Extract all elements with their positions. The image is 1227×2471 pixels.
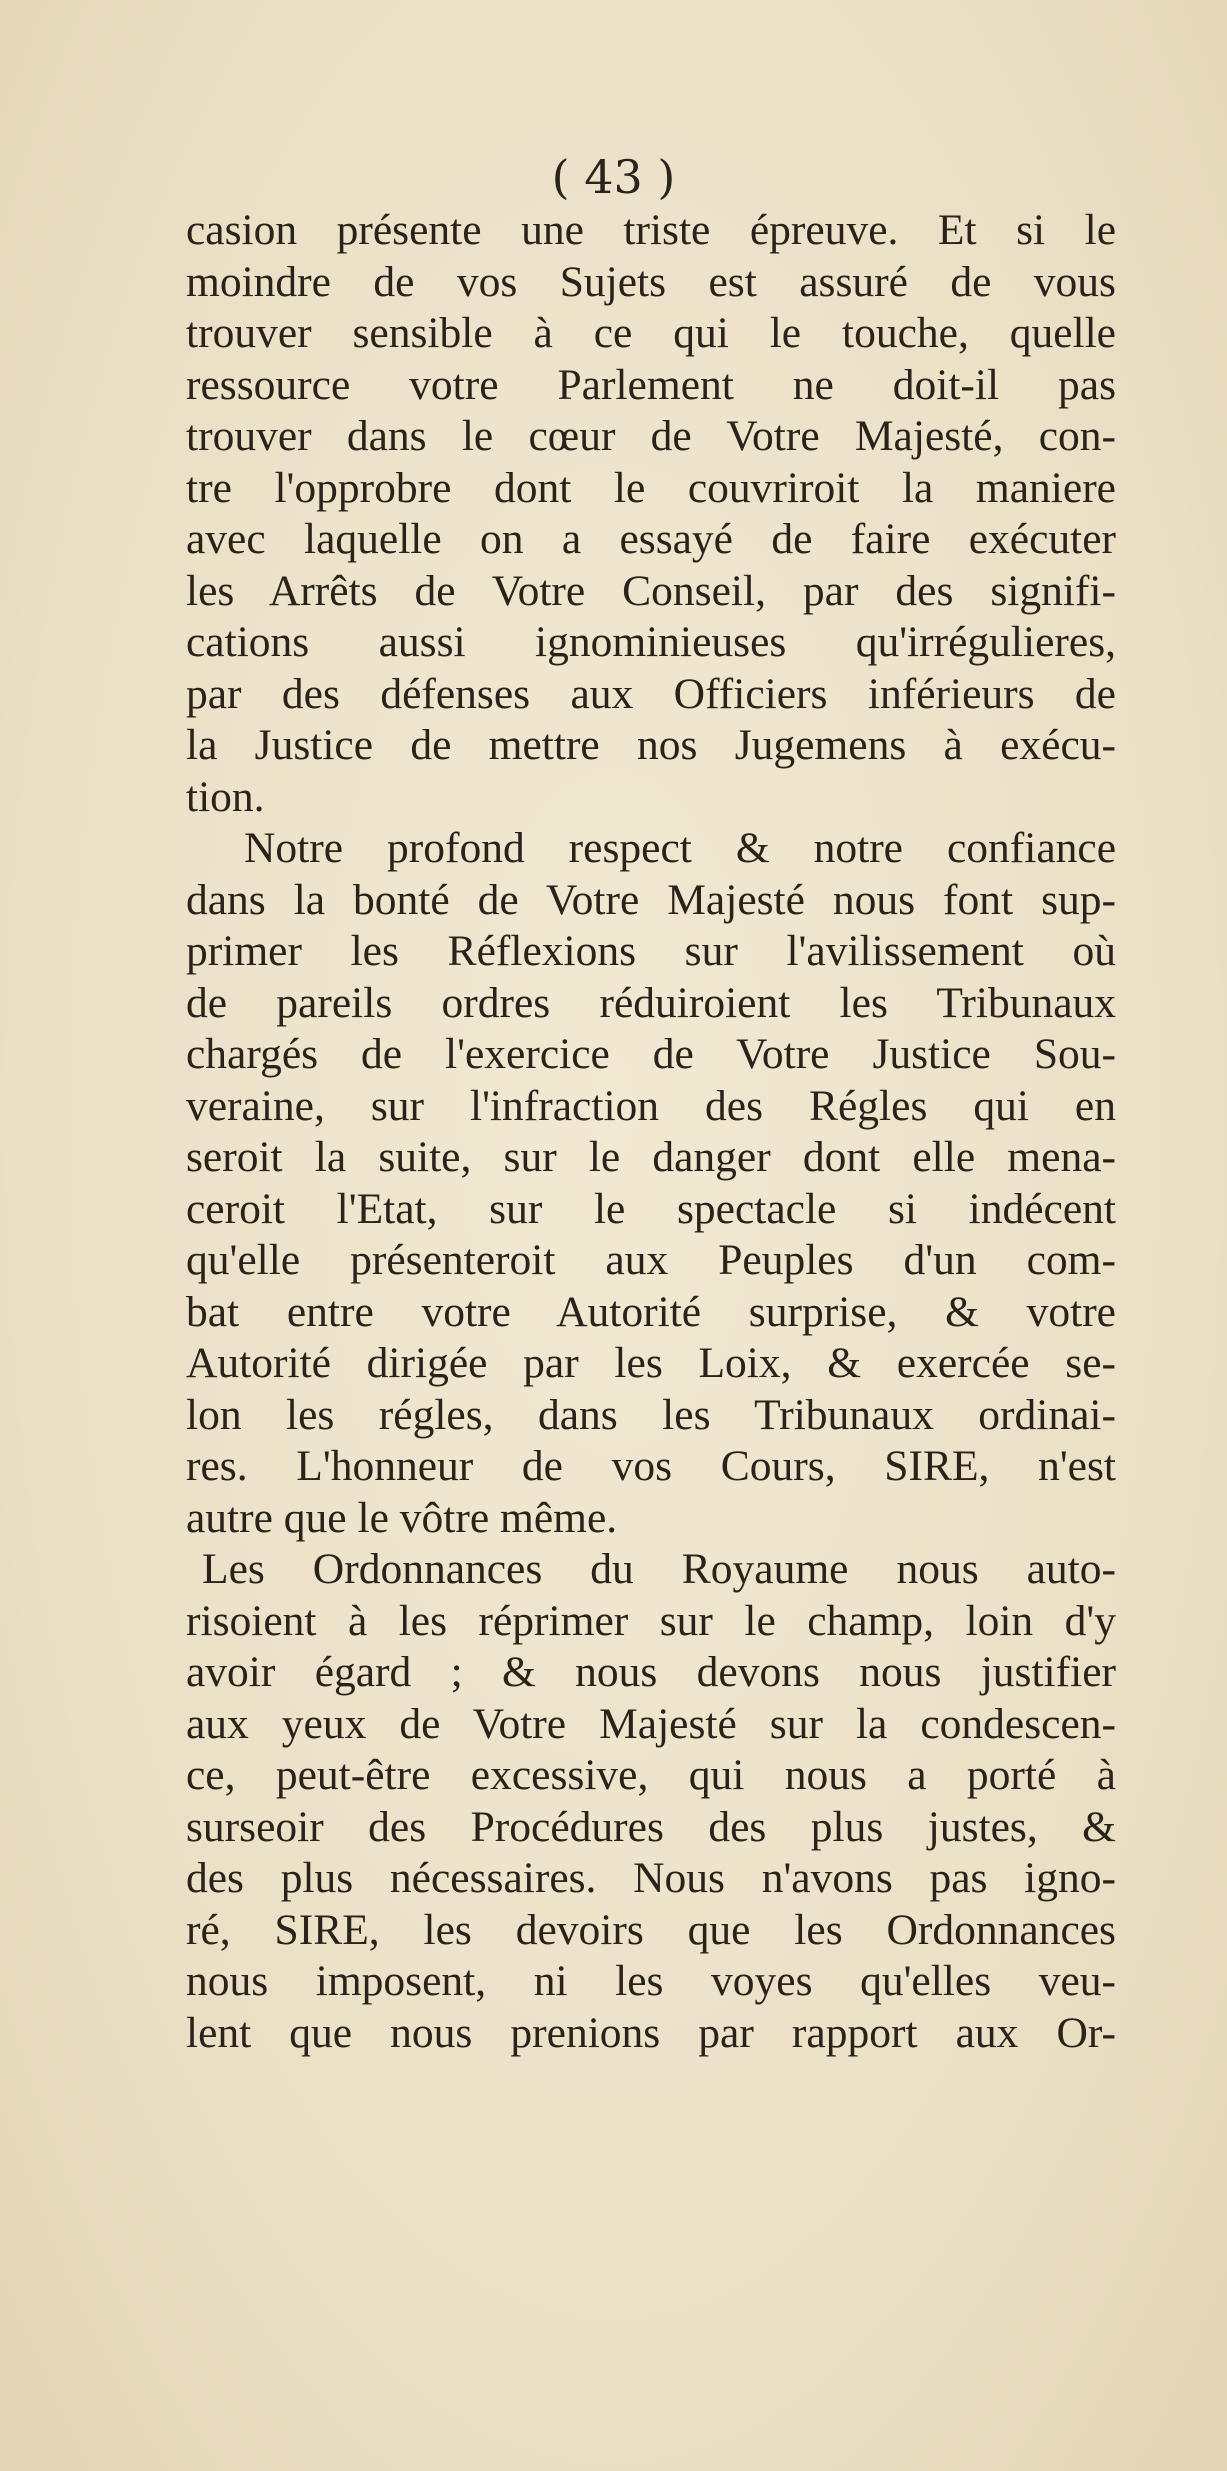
text-line: Les Ordonnances du Royaume nous auto- — [202, 1545, 1116, 1593]
text-line: la Justice de mettre nos Jugemens à exécu- — [186, 721, 1116, 769]
text-line: lon les régles, dans les Tribunaux ordinai- — [186, 1390, 1116, 1439]
text-line: cations aussi ignominieuses qu'irrégulieres, — [186, 618, 1116, 666]
page-number: ( 43 ) — [551, 150, 676, 204]
text-line: surseoir des Procédures des plus justes, & — [186, 1802, 1116, 1851]
text-line: tion. — [186, 772, 265, 821]
text-line: lent que nous prenions par rapport aux Or- — [186, 2008, 1116, 2057]
text-line: seroit la suite, sur le danger dont elle mena- — [186, 1133, 1116, 1181]
text-line: autre que le vôtre même. — [186, 1493, 618, 1542]
text-line: ré, SIRE, les devoirs que les Ordonnances — [186, 1905, 1116, 1954]
text-line: veraine, sur l'infraction des Régles qui en — [186, 1081, 1116, 1130]
body-text — [186, 205, 1116, 2059]
text-line: Autorité dirigée par les Loix, & exercée se- — [186, 1339, 1116, 1387]
text-line: aux yeux de Votre Majesté sur la condescen- — [186, 1699, 1116, 1748]
text-line: res. L'honneur de vos Cours, SIRE, n'est — [186, 1442, 1116, 1490]
text-line: ce, peut-être excessive, qui nous a porté à — [186, 1751, 1116, 1799]
text-line: de pareils ordres réduiroient les Tribunaux — [186, 978, 1116, 1027]
text-line: qu'elle présenteroit aux Peuples d'un com- — [186, 1236, 1116, 1284]
text-line: bat entre votre Autorité surprise, & votre — [186, 1287, 1116, 1336]
text-line: casion présente une triste épreuve. Et si le — [186, 206, 1116, 254]
text-line: trouver sensible à ce qui le touche, quelle — [186, 309, 1116, 357]
text-line: avec laquelle on a essayé de faire exécuter — [186, 515, 1116, 563]
text-line: dans la bonté de Votre Majesté nous font sup- — [186, 875, 1116, 924]
text-line: trouver dans le cœur de Votre Majesté, con- — [186, 412, 1116, 460]
text-line: avoir égard ; & nous devons nous justifier — [186, 1648, 1116, 1696]
text-line: risoient à les réprimer sur le champ, loin d'y — [186, 1596, 1116, 1645]
text-line: Notre profond respect & notre confiance — [244, 824, 1116, 872]
text-line: ressource votre Parlement ne doit-il pas — [186, 360, 1116, 409]
text-line: chargés de l'exercice de Votre Justice Sou- — [186, 1030, 1116, 1078]
text-line: ceroit l'Etat, sur le spectacle si indécent — [186, 1184, 1116, 1233]
text-line: primer les Réflexions sur l'avilissement où — [186, 927, 1116, 975]
text-line: nous imposent, ni les voyes qu'elles veu- — [186, 1957, 1116, 2005]
text-line: tre l'opprobre dont le couvriroit la maniere — [186, 463, 1116, 512]
text-line: les Arrêts de Votre Conseil, par des signifi- — [186, 566, 1116, 615]
text-line: par des défenses aux Officiers inférieurs de — [186, 669, 1116, 718]
text-line: des plus nécessaires. Nous n'avons pas igno- — [186, 1854, 1116, 1902]
text-line: moindre de vos Sujets est assuré de vous — [186, 257, 1116, 306]
